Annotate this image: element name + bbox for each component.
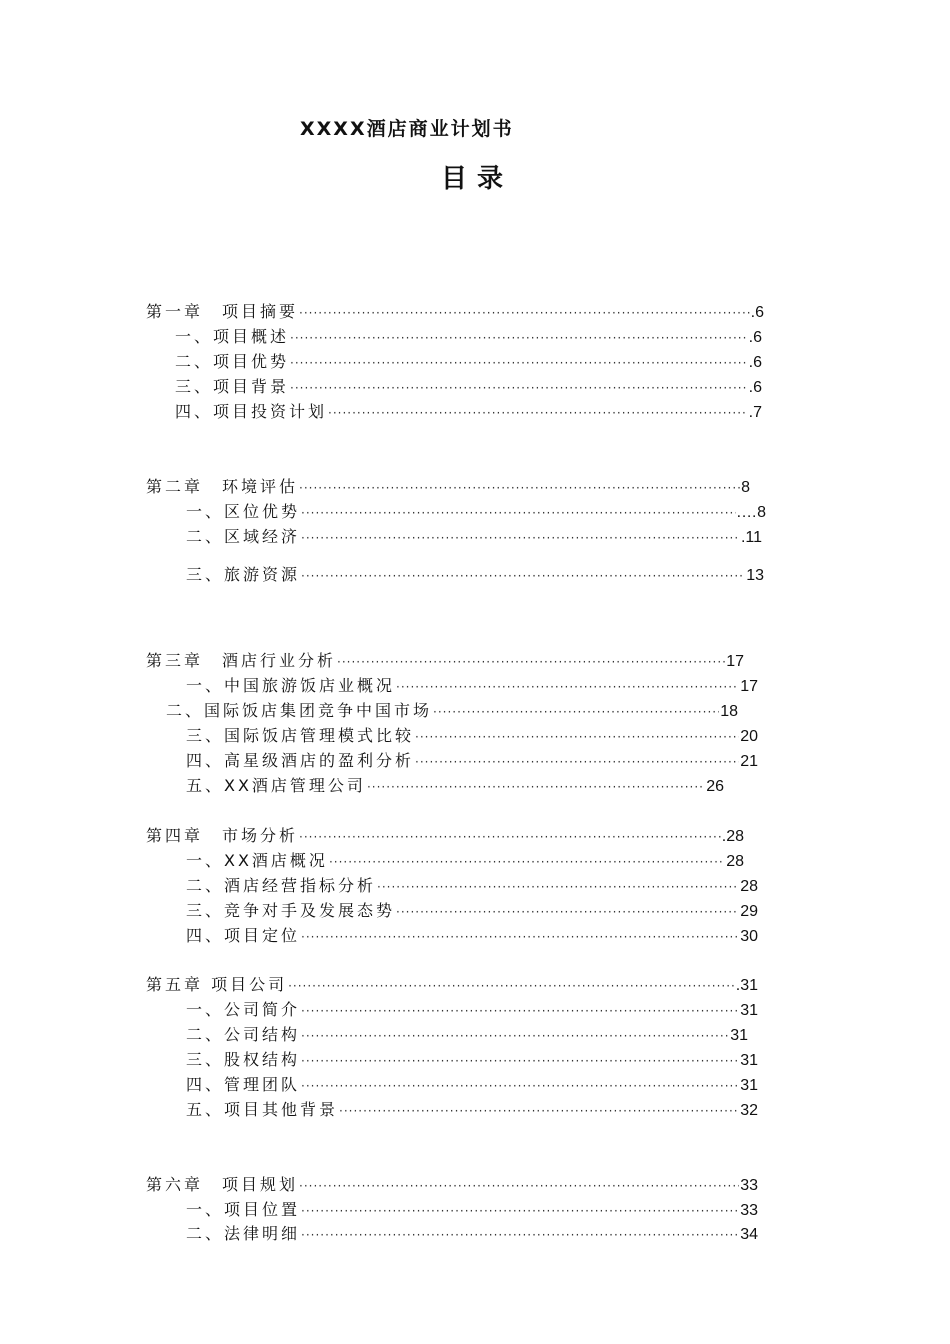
toc-page-number: 26 bbox=[706, 778, 724, 795]
toc-page-number: 31 bbox=[740, 1077, 758, 1094]
toc-dot-leader bbox=[301, 1025, 729, 1047]
toc-entry[interactable] bbox=[186, 1074, 758, 1096]
toc-page-number: 17 bbox=[726, 653, 744, 670]
toc-entry[interactable] bbox=[186, 526, 762, 548]
toc-dot-leader bbox=[396, 901, 739, 923]
toc-dot-leader bbox=[377, 876, 739, 898]
toc-entry-label: 二、区域经济 bbox=[186, 527, 301, 546]
toc-entry[interactable] bbox=[175, 351, 762, 373]
toc-entry-label: 三、股权结构 bbox=[186, 1050, 301, 1069]
toc-entry[interactable] bbox=[186, 1199, 758, 1221]
toc-page-number: .11 bbox=[740, 529, 762, 546]
toc-entry[interactable] bbox=[186, 925, 758, 947]
toc-entry[interactable] bbox=[175, 376, 762, 398]
toc-entry[interactable] bbox=[186, 501, 766, 523]
toc-entry-chapter-3[interactable] bbox=[146, 650, 744, 672]
toc-page-number: 18 bbox=[720, 703, 738, 720]
toc-entry-chapter-2[interactable] bbox=[146, 476, 750, 498]
toc-dot-leader bbox=[290, 352, 748, 374]
toc-dot-leader bbox=[433, 701, 719, 723]
toc-page-number: .6 bbox=[748, 379, 762, 396]
toc-entry-label: 第四章 市场分析 bbox=[146, 826, 299, 845]
toc-entry[interactable] bbox=[186, 875, 758, 897]
toc-dot-leader bbox=[288, 975, 735, 997]
toc-entry-label: 二、公司结构 bbox=[186, 1025, 301, 1044]
toc-dot-leader bbox=[328, 402, 748, 424]
toc-entry-label: 第五章 项目公司 bbox=[146, 975, 288, 994]
toc-entry-label: 第三章 酒店行业分析 bbox=[146, 651, 337, 670]
toc-entry[interactable] bbox=[186, 1223, 758, 1245]
toc-dot-leader bbox=[367, 776, 705, 798]
toc-entry-label: 四、高星级酒店的盈利分析 bbox=[186, 751, 415, 770]
toc-entry[interactable] bbox=[186, 1049, 758, 1071]
toc-page-number: 13 bbox=[746, 567, 764, 584]
toc-page-number: .6 bbox=[750, 304, 764, 321]
toc-entry-chapter-6[interactable] bbox=[146, 1174, 758, 1196]
toc-dot-leader bbox=[301, 565, 745, 587]
toc-entry-label: 一、项目概述 bbox=[175, 327, 290, 346]
toc-heading: 目录 bbox=[441, 164, 514, 194]
toc-dot-leader bbox=[290, 327, 748, 349]
toc-page-number: 8 bbox=[741, 479, 750, 496]
toc-dot-leader bbox=[301, 527, 740, 549]
toc-page-number: .6 bbox=[748, 329, 762, 346]
toc-dot-leader bbox=[299, 302, 750, 324]
toc-entry[interactable] bbox=[186, 1099, 758, 1121]
toc-dot-leader bbox=[301, 1050, 739, 1072]
toc-page-number: 28 bbox=[740, 878, 758, 895]
toc-entry[interactable] bbox=[186, 564, 764, 586]
toc-entry[interactable] bbox=[175, 326, 762, 348]
toc-entry-label: 二、法律明细 bbox=[186, 1224, 301, 1243]
toc-page-number: 33 bbox=[740, 1177, 758, 1194]
toc-entry-label: 第二章 环境评估 bbox=[146, 477, 299, 496]
toc-entry-label: 三、国际饭店管理模式比较 bbox=[186, 726, 415, 745]
toc-entry-chapter-5[interactable] bbox=[146, 974, 758, 996]
toc-entry[interactable] bbox=[186, 999, 758, 1021]
toc-page-number: .31 bbox=[735, 977, 758, 994]
toc-entry-chapter-4[interactable] bbox=[146, 825, 744, 847]
toc-dot-leader bbox=[396, 676, 739, 698]
toc-page-number: .6 bbox=[748, 354, 762, 371]
toc-page-number: 29 bbox=[740, 903, 758, 920]
toc-page-number: .28 bbox=[721, 828, 744, 845]
toc-dot-leader bbox=[415, 751, 739, 773]
toc-dot-leader bbox=[299, 1175, 739, 1197]
toc-page-number: 34 bbox=[740, 1226, 758, 1243]
toc-page-number: 33 bbox=[740, 1202, 758, 1219]
toc-dot-leader bbox=[301, 1075, 739, 1097]
toc-entry-label: 第一章 项目摘要 bbox=[146, 302, 299, 321]
toc-entry-label: 五、项目其他背景 bbox=[186, 1100, 339, 1119]
toc-entry-chapter-1[interactable] bbox=[146, 301, 764, 323]
toc-dot-leader bbox=[299, 826, 721, 848]
toc-page-number: .…8 bbox=[736, 504, 766, 521]
toc-entry-label: 一、项目位置 bbox=[186, 1200, 301, 1219]
toc-entry-label: 三、竞争对手及发展态势 bbox=[186, 901, 396, 920]
toc-page-number: 31 bbox=[730, 1027, 748, 1044]
toc-dot-leader bbox=[415, 726, 739, 748]
toc-entry-label: 一、中国旅游饭店业概况 bbox=[186, 676, 396, 695]
toc-page-number: 28 bbox=[726, 853, 744, 870]
toc-entry[interactable] bbox=[175, 401, 762, 423]
toc-entry-label: 三、项目背景 bbox=[175, 377, 290, 396]
toc-entry-label: 二、酒店经营指标分析 bbox=[186, 876, 377, 895]
toc-dot-leader bbox=[301, 1224, 739, 1246]
toc-entry-label: 四、管理团队 bbox=[186, 1075, 301, 1094]
toc-dot-leader bbox=[337, 651, 725, 673]
toc-page-number: 32 bbox=[740, 1102, 758, 1119]
toc-entry-label: 二、国际饭店集团竞争中国市场 bbox=[166, 701, 433, 720]
toc-entry[interactable] bbox=[166, 700, 738, 722]
toc-dot-leader bbox=[339, 1100, 739, 1122]
toc-dot-leader bbox=[329, 851, 725, 873]
toc-entry[interactable] bbox=[186, 1024, 748, 1046]
document-title: XXXX酒店商业计划书 bbox=[300, 118, 514, 140]
toc-entry[interactable] bbox=[186, 750, 758, 772]
toc-entry-label: 二、项目优势 bbox=[175, 352, 290, 371]
toc-entry-label: 四、项目投资计划 bbox=[175, 402, 328, 421]
toc-entry-label: 一、XX酒店概况 bbox=[186, 851, 328, 870]
toc-page-number: 31 bbox=[740, 1002, 758, 1019]
toc-entry-label: 第六章 项目规划 bbox=[146, 1175, 299, 1194]
toc-dot-leader bbox=[301, 502, 736, 524]
toc-page-number: 31 bbox=[740, 1052, 758, 1069]
toc-dot-leader bbox=[301, 1000, 739, 1022]
toc-page-number: 20 bbox=[740, 728, 758, 745]
toc-entry[interactable] bbox=[186, 850, 744, 872]
toc-page-number: .7 bbox=[748, 404, 762, 421]
toc-entry[interactable] bbox=[186, 675, 758, 697]
toc-entry-label: 四、项目定位 bbox=[186, 926, 301, 945]
toc-entry-label: 三、旅游资源 bbox=[186, 565, 301, 584]
toc-dot-leader bbox=[290, 377, 748, 399]
toc-page-number: 30 bbox=[740, 928, 758, 945]
toc-entry-label: 五、XX酒店管理公司 bbox=[186, 776, 366, 795]
toc-page-number: 21 bbox=[740, 753, 758, 770]
toc-dot-leader bbox=[301, 926, 739, 948]
toc-entry-label: 一、区位优势 bbox=[186, 502, 301, 521]
toc-entry[interactable] bbox=[186, 725, 758, 747]
toc-page-number: 17 bbox=[740, 678, 758, 695]
toc-entry-label: 一、公司简介 bbox=[186, 1000, 301, 1019]
toc-dot-leader bbox=[301, 1200, 739, 1222]
toc-dot-leader bbox=[299, 477, 740, 499]
toc-entry[interactable] bbox=[186, 775, 724, 797]
toc-entry[interactable] bbox=[186, 900, 758, 922]
